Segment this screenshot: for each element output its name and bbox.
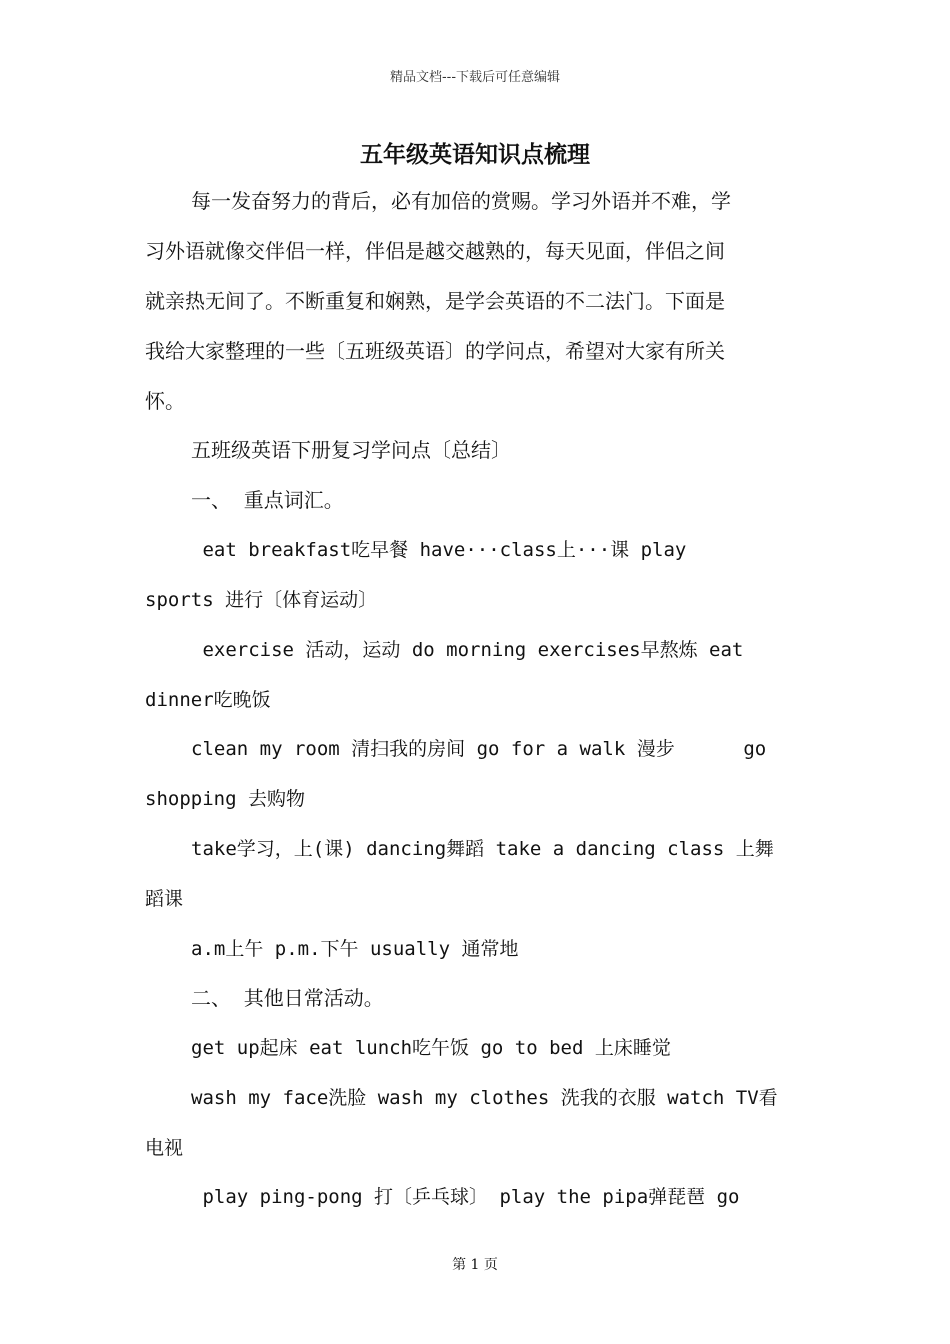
page-number: 第 1 页 — [452, 1257, 498, 1273]
vocab-line-3: exercise 活动，运动 do morning exercises早熬炼 eat — [191, 639, 744, 661]
vocab-line-5: clean my room 清扫我的房间 go for a walk 漫步 go — [191, 738, 767, 760]
vocab-line-8: 蹈课 — [145, 888, 184, 910]
page-header: 精品文档---下载后可任意编辑 — [389, 70, 561, 85]
intro-line-3: 就亲热无间了。不断重复和娴熟，是学会英语的不二法门。下面是 — [145, 289, 725, 313]
vocab-line-7: take学习，上(课) dancing舞蹈 take a dancing class 上舞 — [191, 838, 774, 860]
vocab2-line-1: get up起床 eat lunch吃午饭 go to bed 上床睡觉 — [191, 1037, 671, 1059]
vocab-line-9: a.m上午 p.m.下午 usually 通常地 — [191, 938, 519, 960]
subtitle: 五班级英语下册复习学问点〔总结〕 — [191, 438, 511, 462]
document-title: 五年级英语知识点梳理 — [360, 141, 590, 168]
vocab-line-2: sports 进行〔体育运动〕 — [145, 589, 378, 611]
section-heading-2: 二、 其他日常活动。 — [191, 986, 384, 1010]
vocab2-line-4: play ping-pong 打〔乒乓球〕 play the pipa弹琵琶 go — [191, 1186, 740, 1208]
vocab2-line-3: 电视 — [145, 1137, 184, 1159]
vocab-line-4: dinner吃晚饭 — [145, 689, 271, 711]
intro-line-4: 我给大家整理的一些〔五班级英语〕的学问点，希望对大家有所关 — [145, 339, 725, 363]
vocab2-line-2: wash my face洗脸 wash my clothes 洗我的衣服 watch TV看 — [191, 1087, 778, 1109]
section-heading-1: 一、 重点词汇。 — [191, 488, 344, 512]
vocab-line-1: eat breakfast吃早餐 have···class上···课 play — [191, 539, 687, 561]
intro-line-5: 怀。 — [145, 389, 185, 413]
vocab-line-6: shopping 去购物 — [145, 788, 305, 810]
intro-line-2: 习外语就像交伴侣一样，伴侣是越交越熟的，每天见面，伴侣之间 — [145, 239, 725, 263]
intro-line-1: 每一发奋努力的背后，必有加倍的赏赐。学习外语并不难，学 — [191, 189, 731, 213]
